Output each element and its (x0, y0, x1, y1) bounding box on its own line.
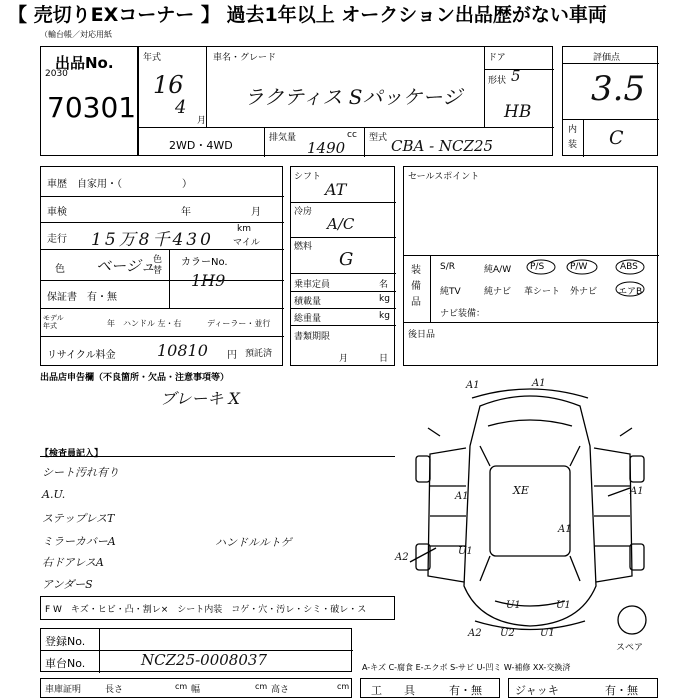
mark-a2-left: A2 (395, 552, 409, 563)
fuel-label: 燃料 (294, 242, 313, 252)
inspection-year: 年 (181, 207, 191, 218)
height-label: 高さ (271, 685, 290, 695)
ac-label: 冷房 (294, 207, 313, 217)
mark-u1-left: U1 (458, 546, 473, 557)
lot-box (40, 46, 138, 156)
load-label: 積載量 (294, 297, 322, 307)
model-year: モデル年式 (43, 314, 64, 330)
reg-label: 登録No. (45, 635, 86, 648)
inspector-line-2: A.U. (42, 488, 66, 501)
equip-pw: P/W (570, 262, 588, 272)
drive-value: 2WD・4WD (169, 139, 233, 152)
length-unit: cm (175, 682, 188, 691)
shift-label: シフト (294, 172, 322, 182)
equip-ps: P/S (530, 262, 545, 272)
lot-number: 70301 (47, 91, 137, 124)
recycle-unit: 円 (227, 350, 237, 361)
weight-unit: kg (379, 311, 390, 321)
weight-label: 総重量 (294, 314, 322, 324)
equip-extnavi: 外ナビ (570, 287, 598, 297)
mark-u1-rear-right: U1 (540, 628, 555, 639)
ac-value: A/C (327, 215, 355, 233)
recycle-value: 10810 (157, 341, 208, 360)
mark-xe-roof: XE (513, 484, 529, 497)
inspector-line-5: 右ドアレスA (42, 556, 104, 569)
inspection-month: 月 (251, 207, 261, 218)
disp-label: 排気量 (269, 133, 297, 143)
year-value: 16 (153, 71, 184, 99)
colorcode-value: 1H9 (191, 271, 226, 290)
subheader: （輸台帳／対応用紙 (40, 30, 112, 39)
mark-a1-front-left: A1 (466, 380, 480, 391)
handle-note: ハンドルルトゲ (215, 536, 292, 549)
month-value: 4 (175, 97, 187, 118)
equip-navi: 純ナビ (484, 287, 512, 297)
model-year-unit: 年 (107, 319, 115, 328)
door-value: 5 (511, 67, 521, 85)
fuel-value: G (339, 249, 354, 270)
spare-tire-icon (618, 606, 646, 634)
equipment-label: 装備品 (411, 265, 421, 308)
equipment-circles (404, 167, 659, 367)
header-box (138, 46, 553, 156)
equip-abs: ABS (620, 262, 638, 272)
mileage-mile: マイル (233, 238, 260, 248)
car-body-outline (464, 396, 596, 626)
disp-unit: cc (347, 130, 357, 140)
length-label: 長さ (105, 685, 124, 695)
width-label: 幅 (191, 685, 201, 695)
recycle-label: リサイクル料金 (47, 350, 116, 361)
cert-label: 車庫証明 (45, 685, 82, 695)
inspector-line-6: アンダーS (42, 578, 93, 591)
inspector-line-1: シート汚れ有り (42, 466, 119, 479)
chassis-value: NCZ25-0008037 (141, 651, 267, 669)
inspector-line-3: ステップレスT (42, 512, 115, 525)
door-label: ドア (488, 53, 506, 63)
shift-value: AT (325, 180, 347, 199)
score-label: 評価点 (593, 53, 621, 63)
equip-leather: 革シート (524, 287, 561, 297)
year-label: 年式 (143, 53, 162, 63)
disp-value: 1490 (307, 139, 346, 157)
color-value: ベージュ (96, 257, 156, 275)
color-label: 色 (55, 264, 65, 275)
jack-label: ジャッキ (515, 684, 559, 697)
tool-label: 工 具 (371, 684, 415, 697)
mark-a1-far-right: A1 (630, 486, 644, 497)
report-note: ブレーキ X (160, 389, 240, 408)
model-label: 型式 (369, 133, 388, 143)
month-unit: 月 (197, 116, 207, 126)
dealer: ディーラー・並行 (207, 319, 271, 328)
handle: ハンドル 左・右 (123, 319, 182, 328)
capacity-unit: 名 (379, 280, 389, 290)
inspector-line-4: ミラーカバーA (42, 535, 116, 548)
doc-month: 月 (339, 354, 349, 364)
mark-a1-right: A1 (558, 524, 572, 535)
mark-a2-rear: A2 (468, 628, 482, 639)
interior-label: 内装 (568, 125, 578, 150)
report-label: 出品店申告欄（不良箇所・欠品・注意事項等） (40, 373, 230, 383)
width-unit: cm (255, 682, 268, 691)
damage-legend: A-キズ C-腐食 E-エクボ S-サビ U-凹ミ W-補修 XX-交換済 (362, 663, 571, 672)
cert-box (40, 678, 352, 698)
lot-label: 出品No. (55, 54, 114, 72)
left-info-box (40, 166, 283, 366)
car-name: ラクティス Sパッケージ (244, 85, 463, 109)
chassis-label: 車台No. (45, 657, 86, 670)
mileage-km: km (237, 224, 251, 234)
model-value: CBA - NCZ25 (391, 137, 494, 155)
equip-sr: S/R (440, 262, 455, 272)
score-box (562, 46, 658, 156)
height-unit: cm (337, 682, 350, 691)
capacity-label: 乗車定員 (294, 280, 331, 290)
equip-aw: 純A/W (484, 265, 512, 275)
mark-u1-right: U1 (556, 600, 571, 611)
warranty: 保証書 有・無 (47, 292, 117, 303)
name-label: 車名・グレード (213, 53, 277, 63)
jack-value: 有・無 (605, 684, 638, 697)
doc-day: 日 (379, 354, 389, 364)
mark-a1-front-right: A1 (532, 378, 546, 389)
car-diagram (400, 376, 660, 646)
spare-label: スペア (616, 643, 644, 653)
equip-airbag: エアB (618, 287, 643, 297)
shape-value: HB (504, 102, 532, 122)
load-unit: kg (379, 294, 390, 304)
banner-title: 【 売切りEXコーナー 】 過去1年以上 オークション出品歴がない車両 (8, 4, 607, 26)
doc-label: 書類期限 (294, 332, 331, 342)
recycle-deposited: 預託済 (245, 349, 273, 359)
tool-box (360, 678, 500, 698)
mark-u2-rear: U2 (500, 628, 515, 639)
tool-value: 有・無 (449, 684, 482, 697)
reg-box (40, 628, 352, 672)
history: 車歴 自家用・（ ） (47, 179, 192, 190)
mileage-label: 走行 (47, 234, 67, 245)
fw-text: F W キズ・ヒビ・凸・割レ× シート内装 コゲ・穴・汚レ・シミ・破レ・ス (45, 605, 367, 615)
inspection-label: 車検 (47, 207, 67, 218)
mark-a1-left: A1 (455, 491, 469, 502)
middle-box (290, 166, 395, 366)
sales-box (403, 166, 658, 366)
lot-stamp: 2030 (45, 69, 68, 79)
jack-box (508, 678, 658, 698)
inspector-label: 【検査員記入】 (40, 449, 104, 459)
fw-row (40, 596, 395, 620)
after-label: 後日品 (408, 330, 436, 340)
shape-label: 形状 (488, 76, 507, 86)
navi-equip: ナビ装備： (440, 309, 486, 319)
color-change: 色替 (153, 255, 163, 276)
sales-label: セールスポイント (408, 172, 480, 182)
mileage-value: 15万8千430 (91, 230, 214, 250)
score-value: 3.5 (591, 69, 646, 109)
colorcode-label: カラーNo. (181, 257, 228, 268)
interior-value: C (609, 127, 624, 149)
equip-tv: 純TV (440, 287, 461, 297)
mark-u1-rear: U1 (506, 600, 521, 611)
